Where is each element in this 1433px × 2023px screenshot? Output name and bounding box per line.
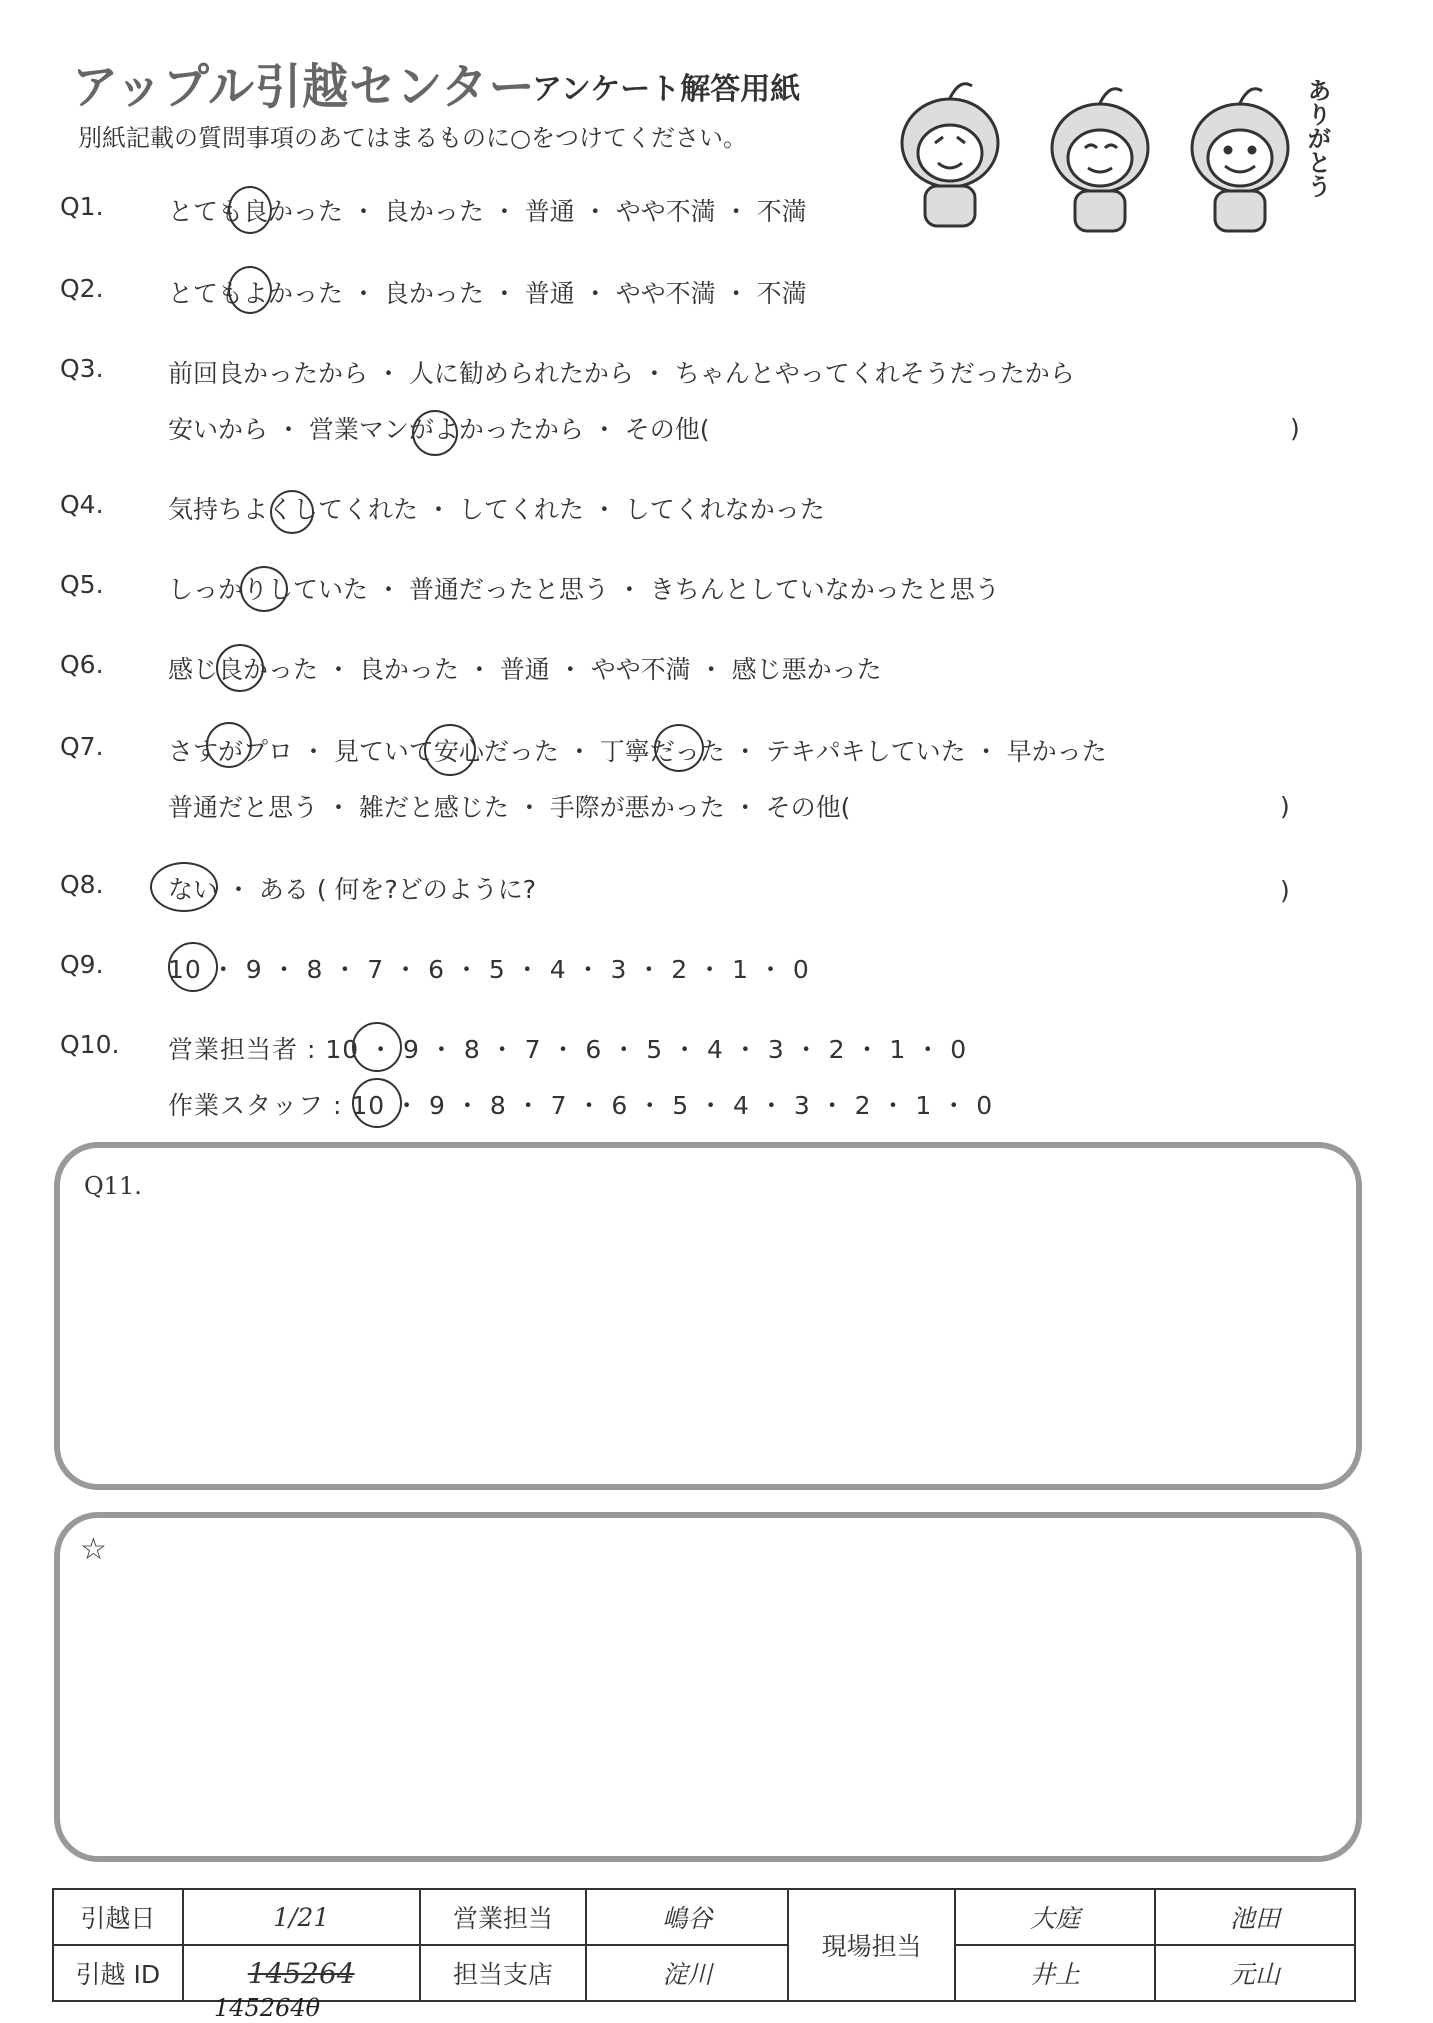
monkey-mascot-icon — [1192, 89, 1288, 231]
answer-circle-mark — [412, 410, 458, 456]
site-staff-3: 井上 — [955, 1945, 1155, 2001]
monkey-mascots-illustration — [880, 58, 1340, 248]
question-number: Q6. — [60, 650, 104, 679]
answer-circle-mark — [228, 266, 272, 314]
thanks-text: ありがとう — [1303, 78, 1331, 198]
answer-circle-mark — [654, 724, 704, 772]
branch-label: 担当支店 — [420, 1945, 587, 2001]
move-id-value: 145264 — [183, 1945, 420, 2001]
question-number: Q3. — [60, 354, 104, 383]
answer-options: ない ・ ある ( 何を?どのように? — [168, 875, 537, 904]
question-number: Q4. — [60, 490, 104, 519]
move-date-label: 引越日 — [53, 1889, 183, 1945]
question-number: Q2. — [60, 274, 104, 303]
move-info-table — [52, 1888, 1356, 2002]
free-comment-box[interactable] — [54, 1512, 1362, 1862]
question-number: Q5. — [60, 570, 104, 599]
question-number: Q8. — [60, 870, 104, 899]
question-number: Q10. — [60, 1030, 120, 1059]
question-number: Q1. — [60, 192, 104, 221]
answer-circle-mark — [206, 722, 252, 768]
answer-circle-mark — [424, 724, 476, 776]
move-id-corrected: 145264θ — [214, 1996, 321, 2022]
answer-options: 気持ちよくしてくれた ・ してくれた ・ してくれなかった — [168, 495, 825, 524]
question-number: Q7. — [60, 732, 104, 761]
answer-circle-mark — [228, 186, 272, 234]
answer-options: 普通だと思う ・ 雑だと感じた ・ 手際が悪かった ・ その他( — [168, 793, 851, 822]
answer-options: 前回良かったから ・ 人に勧められたから ・ ちゃんとやってくれそうだったから — [168, 359, 1075, 388]
answer-options: 営業担当者 : 10 ・ 9 ・ 8 ・ 7 ・ 6 ・ 5 ・ 4 ・ 3 ・ 2 ・ 1 ・ 0 — [168, 1035, 968, 1064]
paren-close: ) — [1280, 792, 1290, 821]
answer-options: 安いから ・ 営業マンがよかったから ・ その他( — [168, 415, 710, 444]
answer-options: さすがプロ ・ 見ていて安心だった ・ 丁寧だった ・ テキパキしていた ・ 早かった — [168, 737, 1107, 766]
answer-circle-mark — [216, 644, 264, 692]
monkey-mascot-icon — [1052, 89, 1148, 231]
star-icon: ☆ — [80, 1532, 107, 1567]
answer-options: しっかりしていた ・ 普通だったと思う ・ きちんとしていなかったと思う — [168, 575, 1000, 604]
answer-options: とても良かった ・ 良かった ・ 普通 ・ やや不満 ・ 不満 — [168, 197, 807, 226]
site-staff-4: 元山 — [1155, 1945, 1355, 2001]
answer-circle-mark — [150, 862, 218, 912]
monkey-mascot-icon — [902, 84, 998, 226]
answer-circle-mark — [240, 566, 288, 612]
answer-options: とてもよかった ・ 良かった ・ 普通 ・ やや不満 ・ 不満 — [168, 279, 807, 308]
answer-options: 作業スタッフ : 10 ・ 9 ・ 8 ・ 7 ・ 6 ・ 5 ・ 4 ・ 3 ・ 2 ・ 1 ・ 0 — [168, 1091, 994, 1120]
answer-options: 10 ・ 9 ・ 8 ・ 7 ・ 6 ・ 5 ・ 4 ・ 3 ・ 2 ・ 1 ・ 0 — [168, 955, 810, 984]
answer-circle-mark — [352, 1078, 402, 1128]
paren-close: ) — [1290, 414, 1300, 443]
branch-value: 淀川 — [586, 1945, 788, 2001]
q11-comment-box[interactable] — [54, 1142, 1362, 1490]
question-number: Q9. — [60, 950, 104, 979]
site-label: 現場担当 — [788, 1889, 955, 2001]
q11-label: Q11. — [84, 1172, 142, 1200]
form-subtitle: アンケート解答用紙 — [532, 72, 801, 107]
answer-circle-mark — [270, 490, 314, 534]
sales-value: 嶋谷 — [586, 1889, 788, 1945]
answer-circle-mark — [352, 1022, 402, 1072]
instruction-text: 別紙記載の質問事項のあてはまるものに○をつけてください。 — [78, 124, 747, 152]
site-staff-1: 大庭 — [955, 1889, 1155, 1945]
move-date-value: 1/21 — [183, 1889, 420, 1945]
answer-circle-mark — [168, 942, 218, 992]
sales-label: 営業担当 — [420, 1889, 587, 1945]
answer-options: 感じ良かった ・ 良かった ・ 普通 ・ やや不満 ・ 感じ悪かった — [168, 655, 882, 684]
paren-close: ) — [1280, 876, 1290, 905]
company-title: アップル引越センター — [72, 59, 536, 115]
site-staff-2: 池田 — [1155, 1889, 1355, 1945]
move-id-label: 引越 ID — [53, 1945, 183, 2001]
